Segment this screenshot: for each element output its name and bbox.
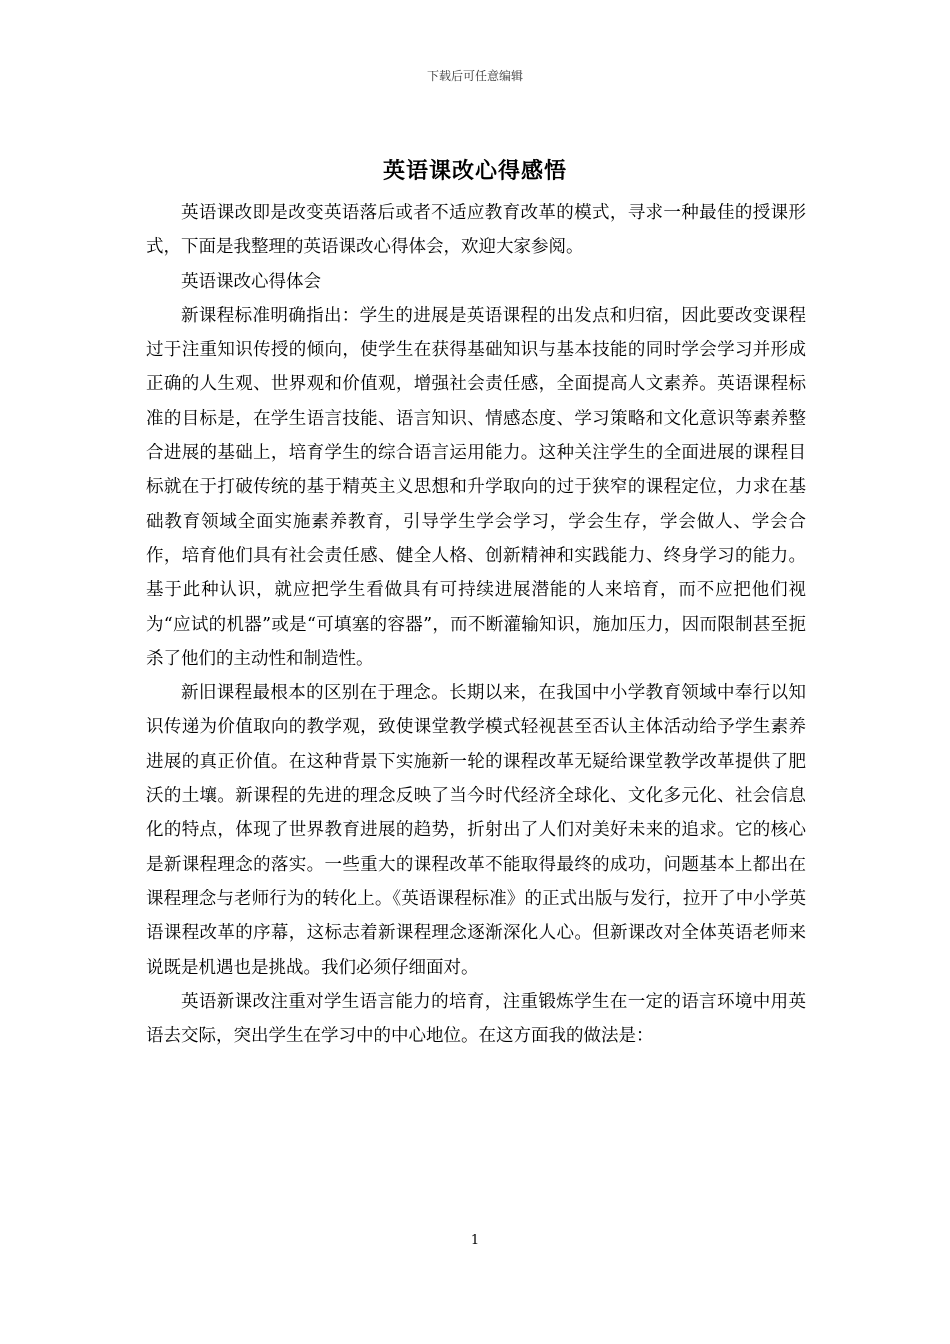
paragraph-intro: 英语课改即是改变英语落后或者不适应教育改革的模式，寻求一种最佳的授课形式，下面是我整理的英语课改心得体会，欢迎大家参阅。 <box>146 203 806 258</box>
paragraph-subheading: 英语课改心得体会 <box>181 271 321 292</box>
page-header: 下载后可任意编辑 <box>426 69 523 83</box>
document-body <box>146 196 806 1053</box>
document-title: 英语课改心得感悟 <box>382 158 567 184</box>
paragraph-curriculum-standard: 新课程标准明确指出：学生的进展是英语课程的出发点和归宿，因此要改变课程过于注重知识传授的倾向，使学生在获得基础知识与基本技能的同时学会学习并形成正确的人生观、世界观和价值观，增强社会责任感，全面提高人文素养。英语课程标准的目标是，在学生语言技能、语言知识、情感态度、学习策略和文化意识等素养整合进展的基础上，培育学生的综合语言运用能力。这种关注学生的全面进展的课程目标就在于打破传统的基于精英主义思想和升学取向的过于狭窄的课程定位，力求在基础教育领域全面实施素养教育，引导学生学会学习，学会生存，学会做人、学会合作，培育他们具有社会责任感、健全人格、创新精神和实践能力、终身学习的能力。基于此种认识，就应把学生看做具有可持续进展潜能的人来培育，而不应把他们视为“应试的机器”或是“可填塞的容器”，而不断灌输知识，施加压力，因而限制甚至扼杀了他们的主动性和制造性。 <box>146 305 806 669</box>
paragraph-language-ability: 英语新课改注重对学生语言能力的培育，注重锻炼学生在一定的语言环境中用英语去交际，突出学生在学习中的中心地位。在这方面我的做法是： <box>146 991 806 1047</box>
page-number: 1 <box>470 1233 480 1248</box>
paragraph-new-old-curriculum: 新旧课程最根本的区别在于理念。长期以来，在我国中小学教育领域中奉行以知识传递为价值取向的教学观，致使课堂教学模式轻视甚至否认主体活动给予学生素养进展的真正价值。在这种背景下实施新一轮的课程改革无疑给课堂教学改革提供了肥沃的土壤。新课程的先进的理念反映了当今时代经济全球化、文化多元化、社会信息化的特点，体现了世界教育进展的趋势，折射出了人们对美好未来的追求。它的核心是新课程理念的落实。一些重大的课程改革不能取得最终的成功，问题基本上都出在课程理念与老师行为的转化上。《英语课程标准》的正式出版与发行，拉开了中小学英语课程改革的序幕，这标志着新课程理念逐渐深化人心。但新课改对全体英语老师来说既是机遇也是挑战。我们必须仔细面对。 <box>146 683 806 978</box>
